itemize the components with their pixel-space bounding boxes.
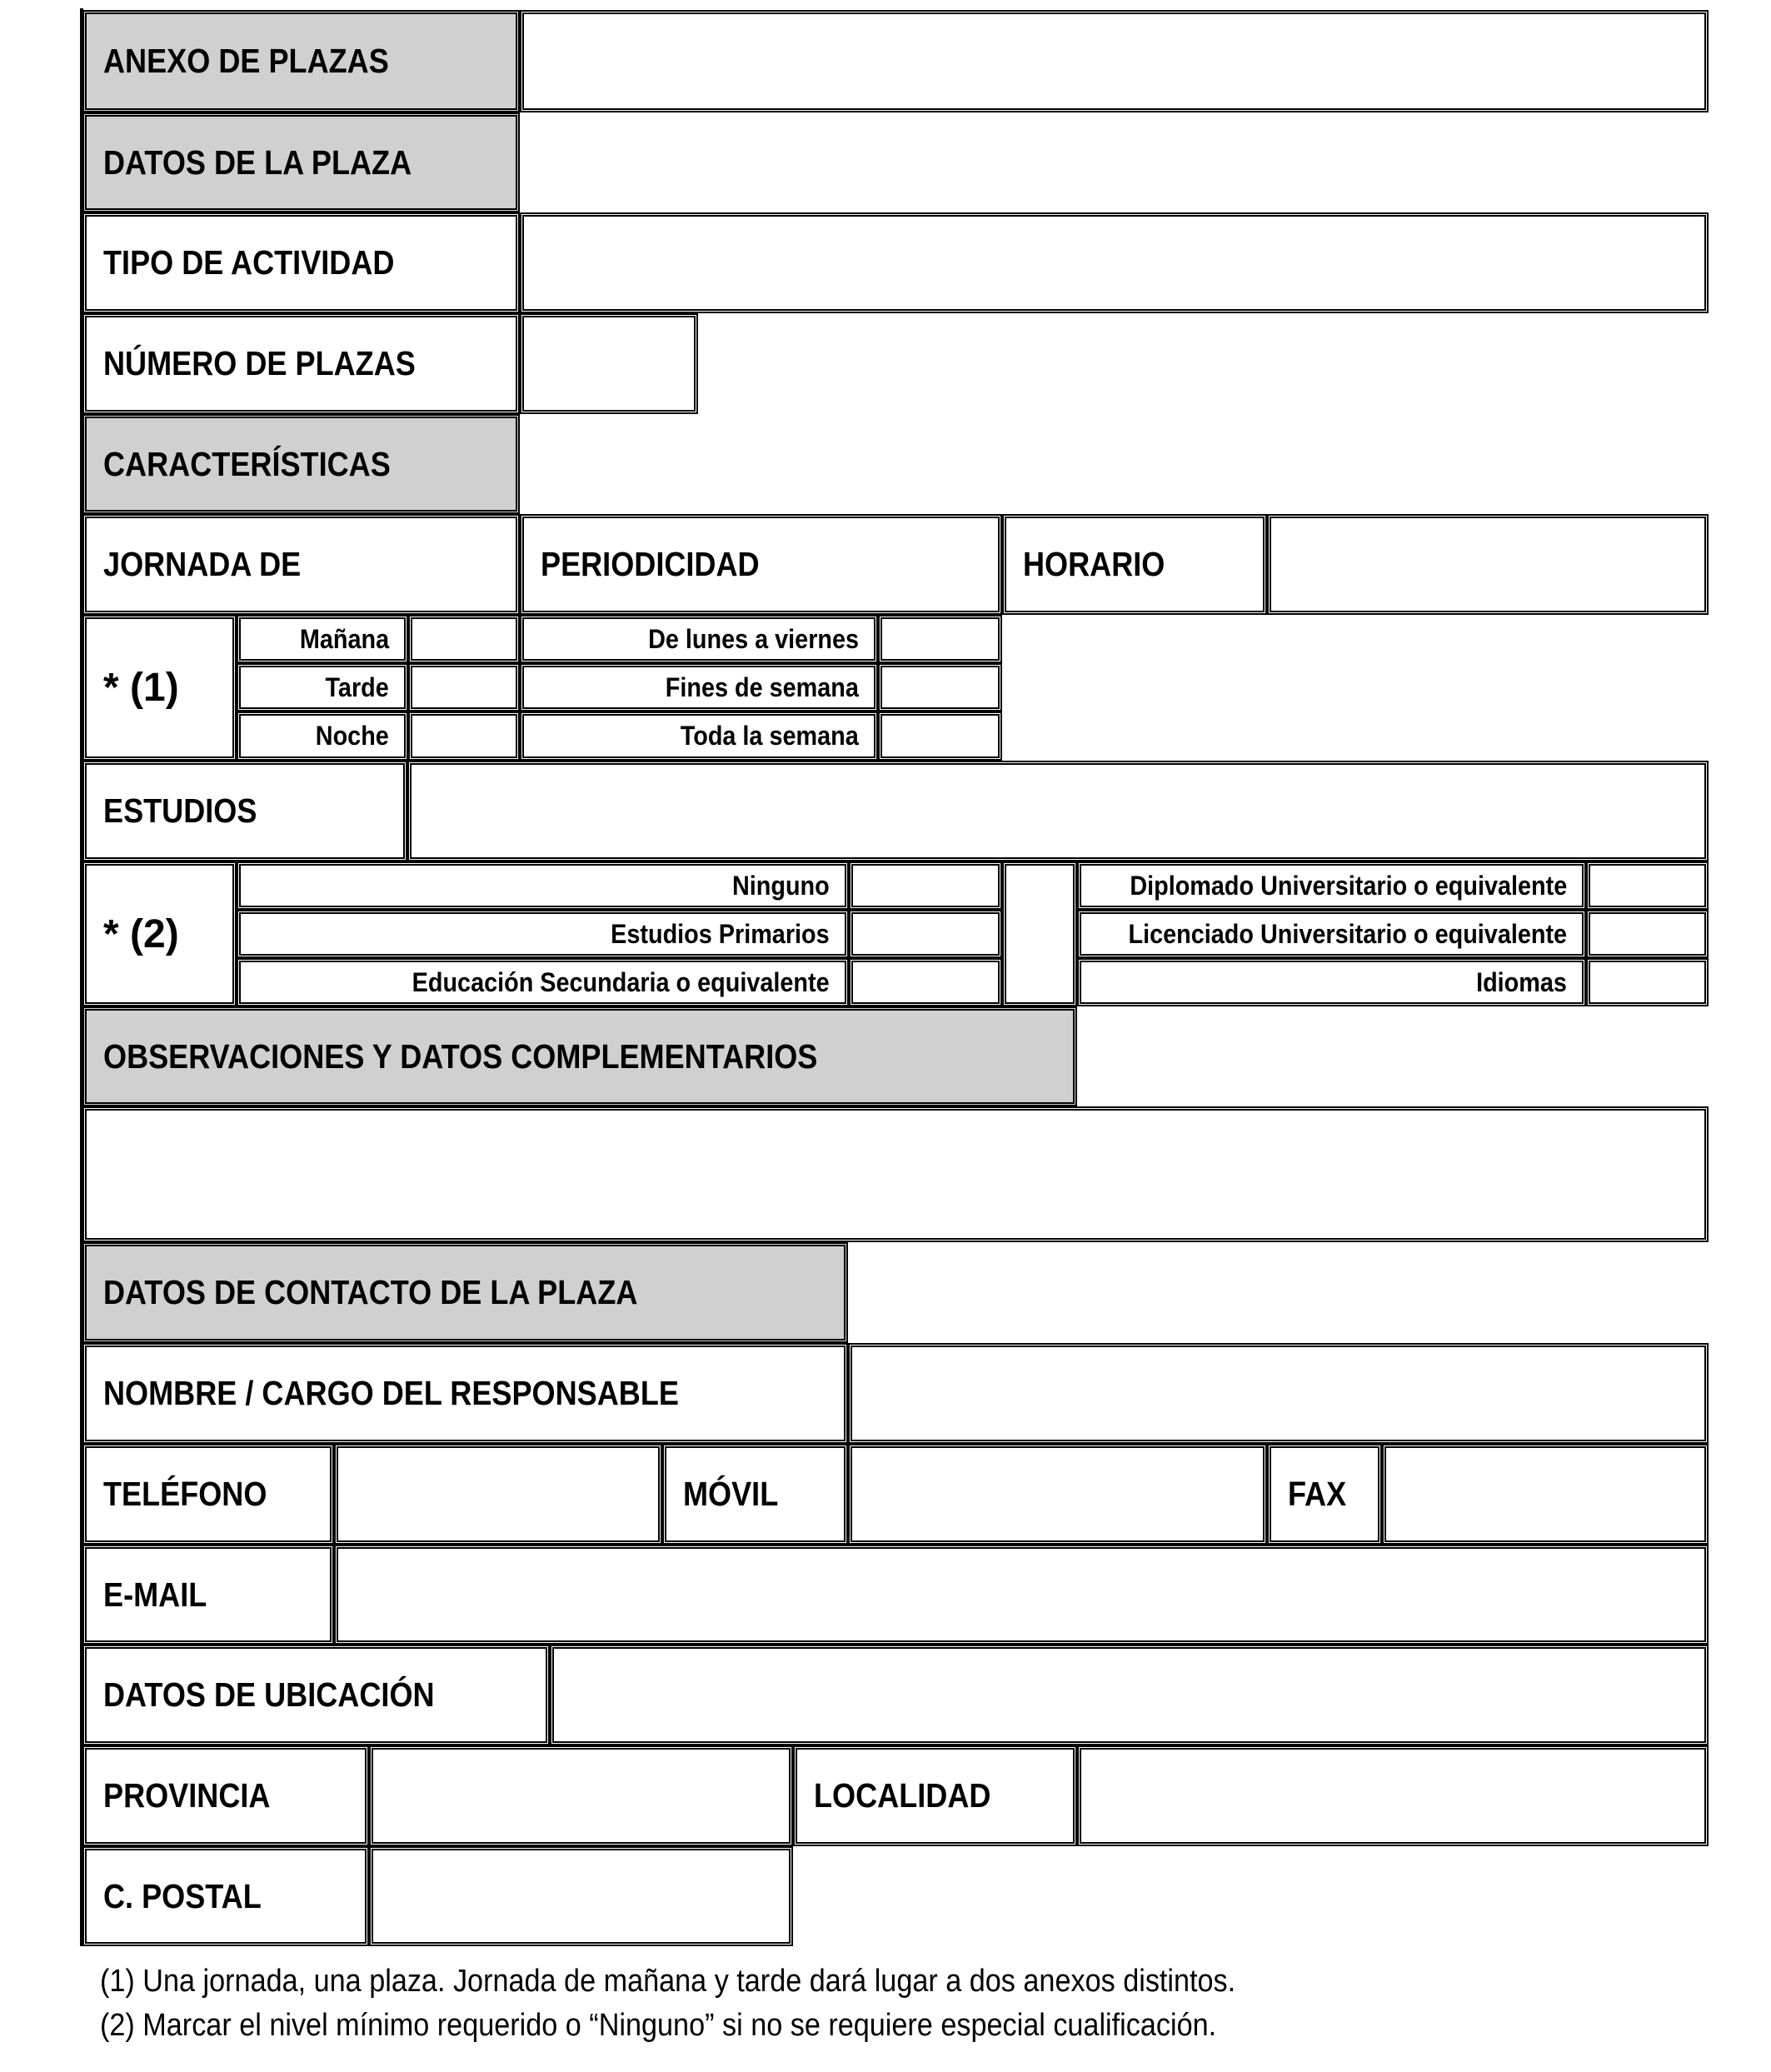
jornada-option-noche: Noche xyxy=(237,711,408,761)
mark2-label: * (2) xyxy=(103,911,179,956)
fax-label: FAX xyxy=(1288,1475,1347,1513)
estudios-option-idiomas: Idiomas xyxy=(1077,958,1586,1006)
anexo-label: ANEXO DE PLAZAS xyxy=(103,42,389,80)
localidad-label-cell xyxy=(793,1745,1077,1846)
horario-field[interactable] xyxy=(1267,514,1709,615)
localidad-label: LOCALIDAD xyxy=(814,1776,991,1815)
responsable-label: NOMBRE / CARGO DEL RESPONSABLE xyxy=(103,1374,679,1412)
footnote-2: (2) Marcar el nivel mínimo requerido o “Ninguno” si no se requiere especial cualificación. xyxy=(100,2008,1217,2043)
caracteristicas-label: CARACTERÍSTICAS xyxy=(103,444,391,483)
periodicidad-option-fines-semana: Fines de semana xyxy=(520,663,878,711)
localidad-field[interactable] xyxy=(1077,1745,1709,1846)
email-label: E-MAIL xyxy=(103,1575,207,1614)
jornada-label-cell xyxy=(82,514,520,615)
periodicidad-checkbox-fines-semana[interactable] xyxy=(878,663,1002,711)
jornada-checkbox-noche[interactable] xyxy=(408,711,520,761)
cpostal-label: C. POSTAL xyxy=(103,1876,262,1915)
mark2-cell xyxy=(82,861,237,1006)
estudios-checkbox-ninguno[interactable] xyxy=(849,861,1002,910)
provincia-label: PROVINCIA xyxy=(103,1776,271,1815)
movil-field[interactable] xyxy=(848,1444,1267,1545)
estudios-checkbox-idiomas[interactable] xyxy=(1586,958,1709,1006)
cpostal-field[interactable] xyxy=(369,1846,793,1946)
jornada-option-tarde: Tarde xyxy=(237,663,408,711)
estudios-checkbox-licenciado[interactable] xyxy=(1586,910,1709,958)
estudios-option-primarios: Estudios Primarios xyxy=(237,910,849,958)
telefono-label: TELÉFONO xyxy=(103,1475,267,1513)
estudios-checkbox-diplomado[interactable] xyxy=(1586,861,1709,910)
responsable-label-cell xyxy=(82,1343,848,1444)
estudios-spacer xyxy=(1002,861,1077,1006)
estudios-label-cell xyxy=(82,761,407,861)
fax-field[interactable] xyxy=(1382,1444,1709,1545)
estudios-option-secundaria: Educación Secundaria o equivalente xyxy=(237,958,849,1006)
numero-plazas-label-cell xyxy=(82,313,520,414)
observaciones-label-cell xyxy=(82,1006,1077,1106)
estudios-option-diplomado: Diplomado Universitario o equivalente xyxy=(1077,861,1586,910)
jornada-option-manana: Mañana xyxy=(237,615,408,663)
email-label-cell xyxy=(82,1545,334,1645)
estudios-checkbox-primarios[interactable] xyxy=(849,910,1002,958)
provincia-field[interactable] xyxy=(369,1745,793,1846)
periodicidad-checkbox-toda-semana[interactable] xyxy=(878,711,1002,761)
periodicidad-label-cell xyxy=(520,514,1002,615)
tipo-actividad-field[interactable] xyxy=(520,212,1709,313)
fax-label-cell xyxy=(1267,1444,1382,1545)
contacto-label-cell xyxy=(82,1242,848,1343)
horario-label: HORARIO xyxy=(1023,545,1165,583)
anexo-label-cell xyxy=(82,10,520,112)
estudios-checkbox-secundaria[interactable] xyxy=(849,958,1002,1006)
jornada-checkbox-manana[interactable] xyxy=(408,615,520,663)
estudios-label: ESTUDIOS xyxy=(103,791,257,830)
ubicacion-label-cell xyxy=(82,1645,550,1745)
jornada-checkbox-tarde[interactable] xyxy=(408,663,520,711)
footnotes xyxy=(100,1960,1235,2048)
periodicidad-checkbox-lunes-viernes[interactable] xyxy=(878,615,1002,663)
numero-plazas-field[interactable] xyxy=(520,313,698,414)
jornada-label: JORNADA DE xyxy=(103,545,302,583)
periodicidad-label: PERIODICIDAD xyxy=(541,545,760,583)
telefono-field[interactable] xyxy=(334,1444,662,1545)
ubicacion-field[interactable] xyxy=(550,1645,1709,1745)
provincia-label-cell xyxy=(82,1745,369,1846)
mark1-label: * (1) xyxy=(103,666,179,710)
datos-plaza-label-cell xyxy=(82,112,520,212)
telefono-label-cell xyxy=(82,1444,334,1545)
tipo-actividad-label: TIPO DE ACTIVIDAD xyxy=(103,243,395,282)
ubicacion-label: DATOS DE UBICACIÓN xyxy=(103,1675,435,1714)
numero-plazas-label: NÚMERO DE PLAZAS xyxy=(103,344,416,382)
movil-label: MÓVIL xyxy=(683,1475,779,1513)
periodicidad-option-lunes-viernes: De lunes a viernes xyxy=(520,615,878,663)
cpostal-label-cell xyxy=(82,1846,369,1946)
estudios-option-licenciado: Licenciado Universitario o equivalente xyxy=(1077,910,1586,958)
contacto-label: DATOS DE CONTACTO DE LA PLAZA xyxy=(103,1273,638,1311)
horario-label-cell xyxy=(1002,514,1267,615)
periodicidad-option-toda-semana: Toda la semana xyxy=(520,711,878,761)
mark1-cell xyxy=(82,615,237,761)
footnote-1: (1) Una jornada, una plaza. Jornada de mañana y tarde dará lugar a dos anexos distintos. xyxy=(100,1964,1236,1999)
observaciones-label: OBSERVACIONES Y DATOS COMPLEMENTARIOS xyxy=(103,1036,818,1076)
observaciones-field[interactable] xyxy=(82,1106,1709,1242)
datos-plaza-label: DATOS DE LA PLAZA xyxy=(103,142,412,182)
tipo-actividad-label-cell xyxy=(82,212,520,313)
responsable-field[interactable] xyxy=(848,1343,1709,1444)
estudios-field[interactable] xyxy=(407,761,1709,861)
caracteristicas-label-cell xyxy=(82,414,520,514)
estudios-option-ninguno: Ninguno xyxy=(237,861,849,910)
movil-label-cell xyxy=(662,1444,848,1545)
email-field[interactable] xyxy=(334,1545,1709,1645)
anexo-field[interactable] xyxy=(520,10,1709,112)
